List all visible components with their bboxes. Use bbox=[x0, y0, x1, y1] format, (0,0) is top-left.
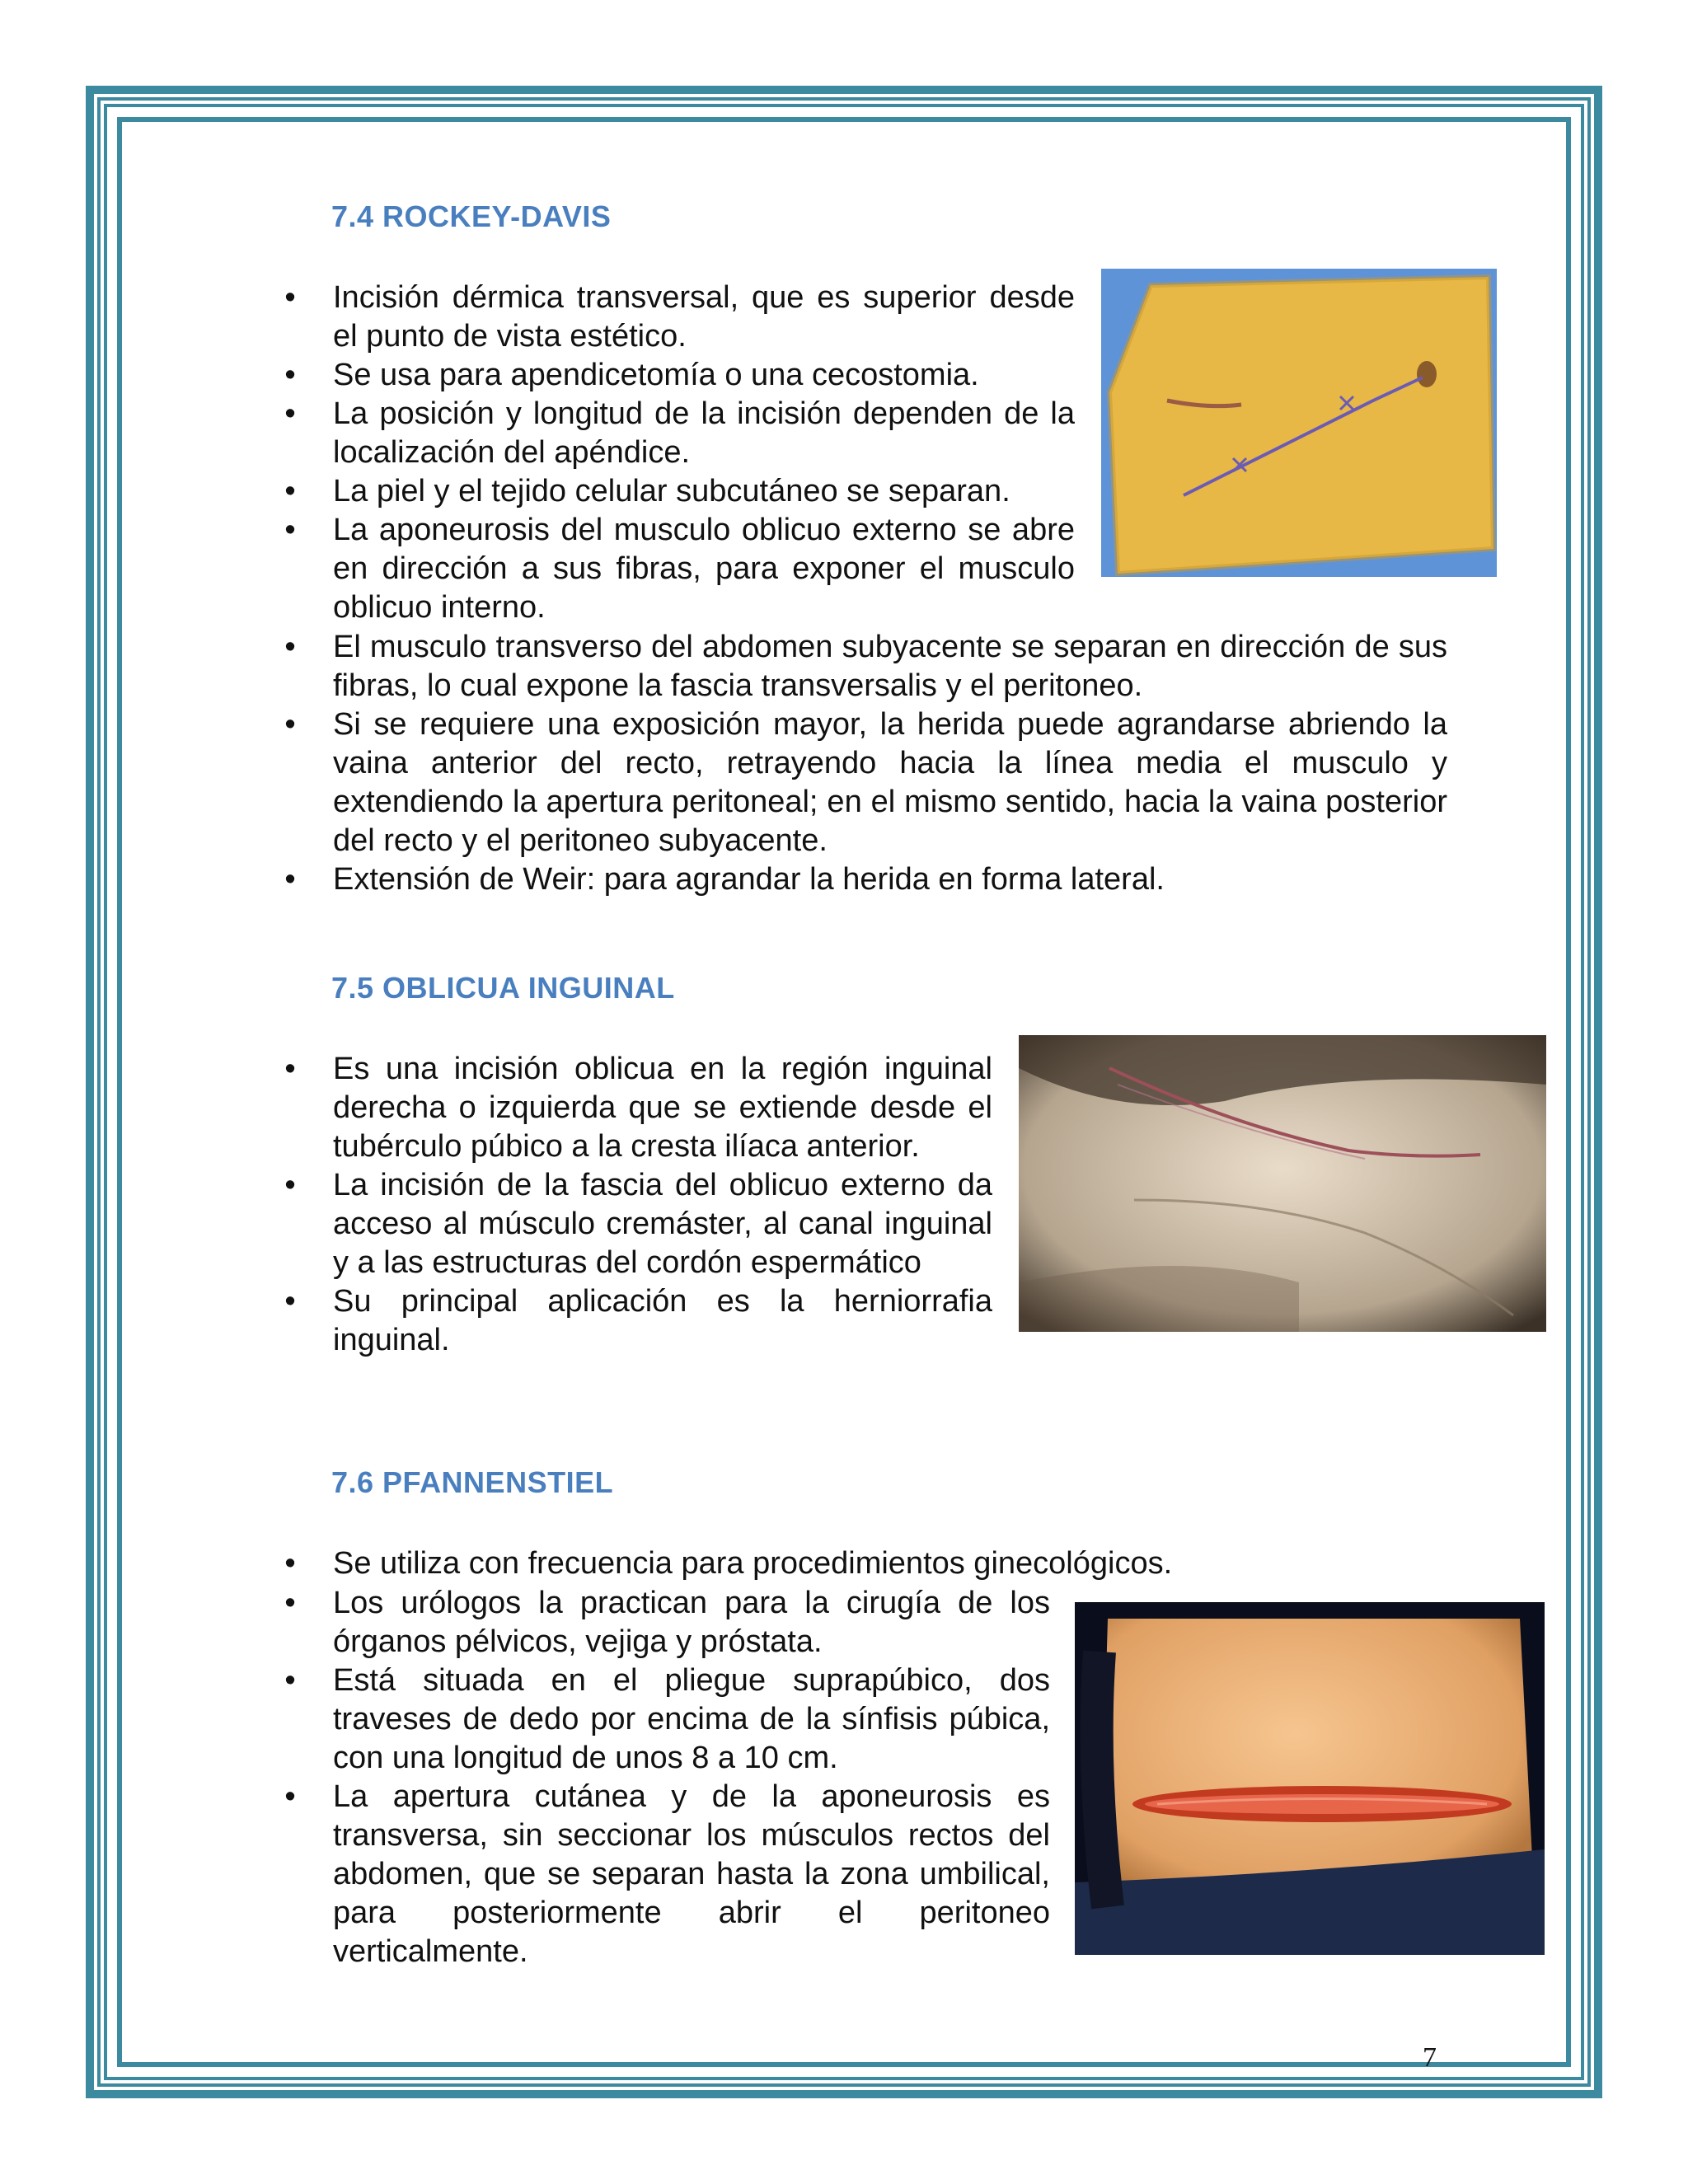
bullet-list-rockey-davis-full bbox=[280, 628, 1447, 899]
list-item-text: Incisión dérmica transversal, que es superior desde el punto de vista estético. bbox=[333, 280, 1075, 354]
bullet-dot: • bbox=[284, 707, 296, 742]
photo-inguinal-svg bbox=[1019, 1035, 1546, 1332]
bullet-dot: • bbox=[284, 630, 296, 664]
bullet-dot: • bbox=[284, 474, 296, 509]
bullet-dot: • bbox=[284, 1779, 296, 1814]
list-item bbox=[280, 1661, 1050, 1778]
bullet-list-oblicua-inguinal bbox=[280, 1050, 992, 1360]
list-item bbox=[280, 1584, 1050, 1661]
list-item bbox=[280, 511, 1075, 627]
list-item bbox=[280, 1778, 1050, 1971]
bullet-dot: • bbox=[284, 1663, 296, 1698]
photo-rockey-davis-svg bbox=[1101, 269, 1497, 577]
photo-pfannenstiel-incision bbox=[1075, 1602, 1545, 1955]
bullet-dot: • bbox=[284, 1284, 296, 1319]
list-item-text: Su principal aplicación es la herniorrafia inguinal. bbox=[333, 1284, 992, 1357]
list-item-text: La apertura cutánea y de la aponeurosis es transversa, sin seccionar los músculos rectos del abdomen, que se separan hasta la zona umbilical, para posteriormente abrir el peritoneo verticalmente. bbox=[333, 1779, 1050, 1969]
list-item-text: La posición y longitud de la incisión dependen de la localización del apéndice. bbox=[333, 396, 1075, 470]
section-heading-oblicua-inguinal: 7.5 OBLICUA INGUINAL bbox=[331, 971, 675, 1005]
list-item bbox=[280, 1166, 992, 1282]
list-item-text: Extensión de Weir: para agrandar la herida en forma lateral. bbox=[333, 862, 1165, 897]
bullet-dot: • bbox=[284, 513, 296, 547]
bullet-dot: • bbox=[284, 1586, 296, 1620]
bullet-list-rockey-davis-wrap bbox=[280, 279, 1075, 627]
bullet-dot: • bbox=[284, 396, 296, 431]
bullet-list-pfannenstiel-full bbox=[280, 1544, 1269, 1583]
bullet-dot: • bbox=[284, 1168, 296, 1202]
list-item bbox=[280, 1282, 992, 1360]
list-item bbox=[280, 472, 1075, 511]
list-item-text: Es una incisión oblicua en la región inguinal derecha o izquierda que se extiende desde el tubérculo púbico a la cresta ilíaca anterior. bbox=[333, 1052, 992, 1164]
list-item bbox=[280, 1544, 1269, 1583]
photo-pfannenstiel-svg bbox=[1075, 1602, 1545, 1955]
list-item bbox=[280, 395, 1075, 472]
list-item-text: La piel y el tejido celular subcutáneo se separan. bbox=[333, 474, 1010, 509]
list-item bbox=[280, 356, 1075, 395]
bullet-dot: • bbox=[284, 358, 296, 392]
list-item bbox=[280, 279, 1075, 356]
photo-rockey-davis-incision bbox=[1101, 269, 1497, 577]
list-item bbox=[280, 705, 1447, 860]
list-item-text: Está situada en el pliegue suprapúbico, dos traveses de dedo por encima de la sínfisis púbica, con una longitud de unos 8 a 10 cm. bbox=[333, 1663, 1050, 1775]
list-item-text: Si se requiere una exposición mayor, la herida puede agrandarse abriendo la vaina anterior del recto, retrayendo hacia la línea media el musculo y extendiendo la apertura peritoneal; en el mismo sentido, hacia la vaina posterior del recto y el peritoneo subyacente. bbox=[333, 707, 1447, 858]
bullet-dot: • bbox=[284, 1052, 296, 1086]
list-item-text: La incisión de la fascia del oblicuo externo da acceso al músculo cremáster, al canal inguinal y a las estructuras del cordón espermático bbox=[333, 1168, 992, 1280]
section-heading-rockey-davis: 7.4 ROCKEY-DAVIS bbox=[331, 199, 612, 233]
list-item-text: Se usa para apendicetomía o una cecostomia. bbox=[333, 358, 979, 392]
list-item bbox=[280, 628, 1447, 705]
list-item bbox=[280, 860, 1447, 899]
bullet-dot: • bbox=[284, 280, 296, 315]
page-number: 7 bbox=[1423, 2042, 1437, 2073]
list-item-text: Se utiliza con frecuencia para procedimientos ginecológicos. bbox=[333, 1546, 1173, 1581]
list-item bbox=[280, 1050, 992, 1166]
bullet-dot: • bbox=[284, 1546, 296, 1581]
bullet-dot: • bbox=[284, 862, 296, 897]
section-heading-pfannenstiel: 7.6 PFANNENSTIEL bbox=[331, 1465, 614, 1499]
list-item-text: La aponeurosis del musculo oblicuo externo se abre en dirección a sus fibras, para exponer el musculo oblicuo interno. bbox=[333, 513, 1075, 625]
photo-inguinal-incision bbox=[1019, 1035, 1546, 1332]
list-item-text: Los urólogos la practican para la cirugía de los órganos pélvicos, vejiga y próstata. bbox=[333, 1586, 1050, 1659]
bullet-list-pfannenstiel-wrap bbox=[280, 1584, 1050, 1971]
list-item-text: El musculo transverso del abdomen subyacente se separan en dirección de sus fibras, lo cual expone la fascia transversalis y el peritoneo. bbox=[333, 630, 1447, 703]
